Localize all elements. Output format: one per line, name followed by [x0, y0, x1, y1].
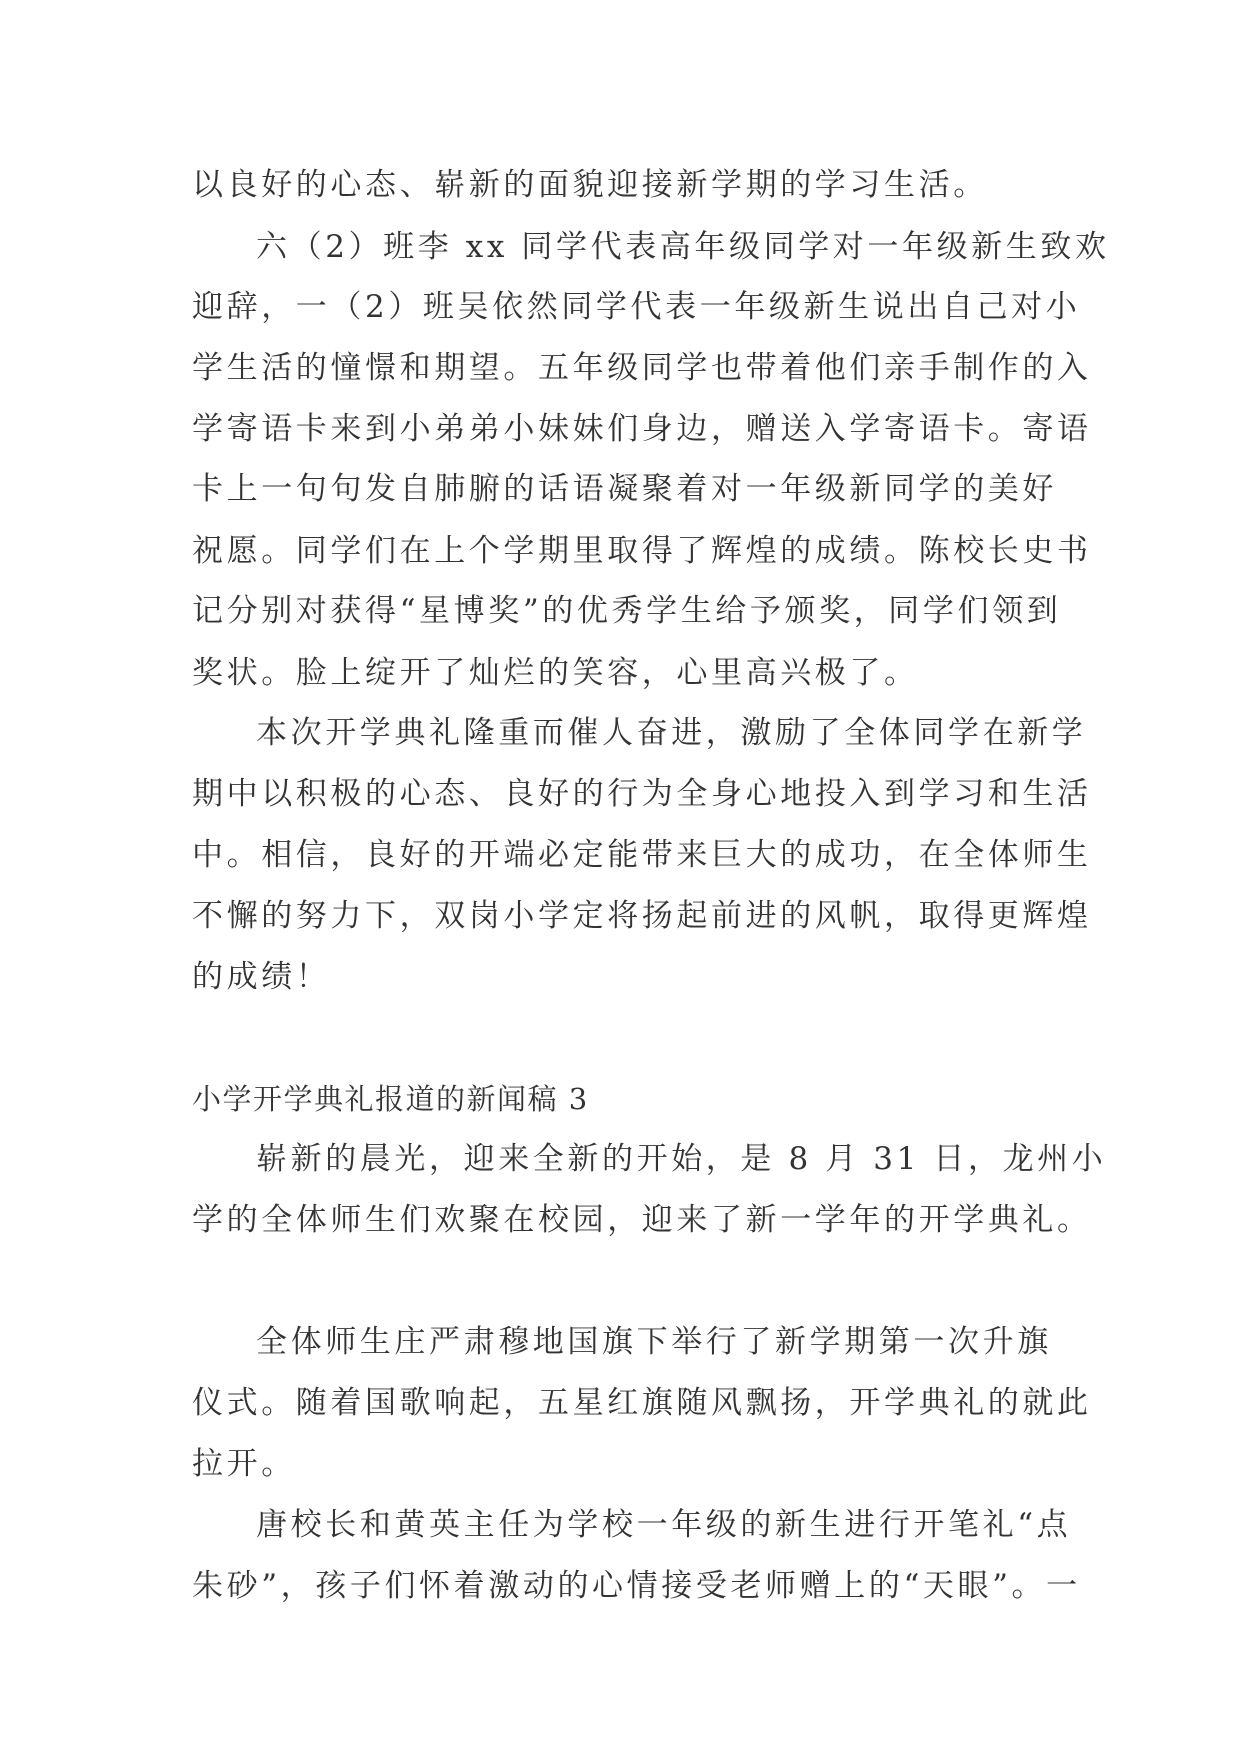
paragraph-line: 仪式。随着国歌响起，五星红旗随风飘扬，开学典礼的就此: [192, 1385, 1092, 1421]
paragraph-line: 不懈的努力下，双岗小学定将扬起前进的风帆，取得更辉煌: [192, 898, 1092, 934]
paragraph-line: 中。相信，良好的开端必定能带来巨大的成功，在全体师生: [192, 837, 1092, 873]
paragraph-line: 以良好的心态、崭新的面貌迎接新学期的学习生活。: [192, 167, 988, 203]
paragraph-line: 的成绩！: [192, 959, 331, 995]
paragraph-line: 期中以积极的心态、良好的行为全身心地投入到学习和生活: [192, 776, 1092, 812]
paragraph-line: 六（2）班李 xx 同学代表高年级同学对一年级新生致欢: [256, 229, 1110, 265]
paragraph-line: 学的全体师生们欢聚在校园，迎来了新一学年的开学典礼。: [192, 1202, 1092, 1238]
paragraph-line: 全体师生庄严肃穆地国旗下举行了新学期第一次升旗: [256, 1324, 1052, 1360]
paragraph-line: 卡上一句句发自肺腑的话语凝聚着对一年级新同学的美好: [192, 471, 1057, 507]
paragraph-line: 奖状。脸上绽开了灿烂的笑容，心里高兴极了。: [192, 655, 919, 691]
section-heading: 小学开学典礼报道的新闻稿 3: [192, 1082, 589, 1116]
paragraph-line: 朱砂”，孩子们怀着激动的心情接受老师赠上的“天眼”。一: [192, 1568, 1081, 1604]
paragraph-line: 唐校长和黄英主任为学校一年级的新生进行开笔礼“点: [256, 1507, 1072, 1543]
paragraph-line: 学生活的憧憬和期望。五年级同学也带着他们亲手制作的入: [192, 350, 1092, 386]
paragraph-line: 迎辞，一（2）班吴依然同学代表一年级新生说出自己对小: [192, 289, 1081, 325]
paragraph-line: 记分别对获得“星博奖”的优秀学生给予颁奖，同学们领到: [192, 593, 1062, 629]
paragraph-line: 本次开学典礼隆重而催人奋进，激励了全体同学在新学: [256, 715, 1087, 751]
paragraph-line: 拉开。: [192, 1446, 296, 1482]
paragraph-line: 学寄语卡来到小弟弟小妹妹们身边，赠送入学寄语卡。寄语: [192, 411, 1092, 447]
paragraph-line: 崭新的晨光，迎来全新的开始，是 8 月 31 日，龙州小: [256, 1141, 1107, 1177]
paragraph-line: 祝愿。同学们在上个学期里取得了辉煌的成绩。陈校长史书: [192, 533, 1092, 569]
